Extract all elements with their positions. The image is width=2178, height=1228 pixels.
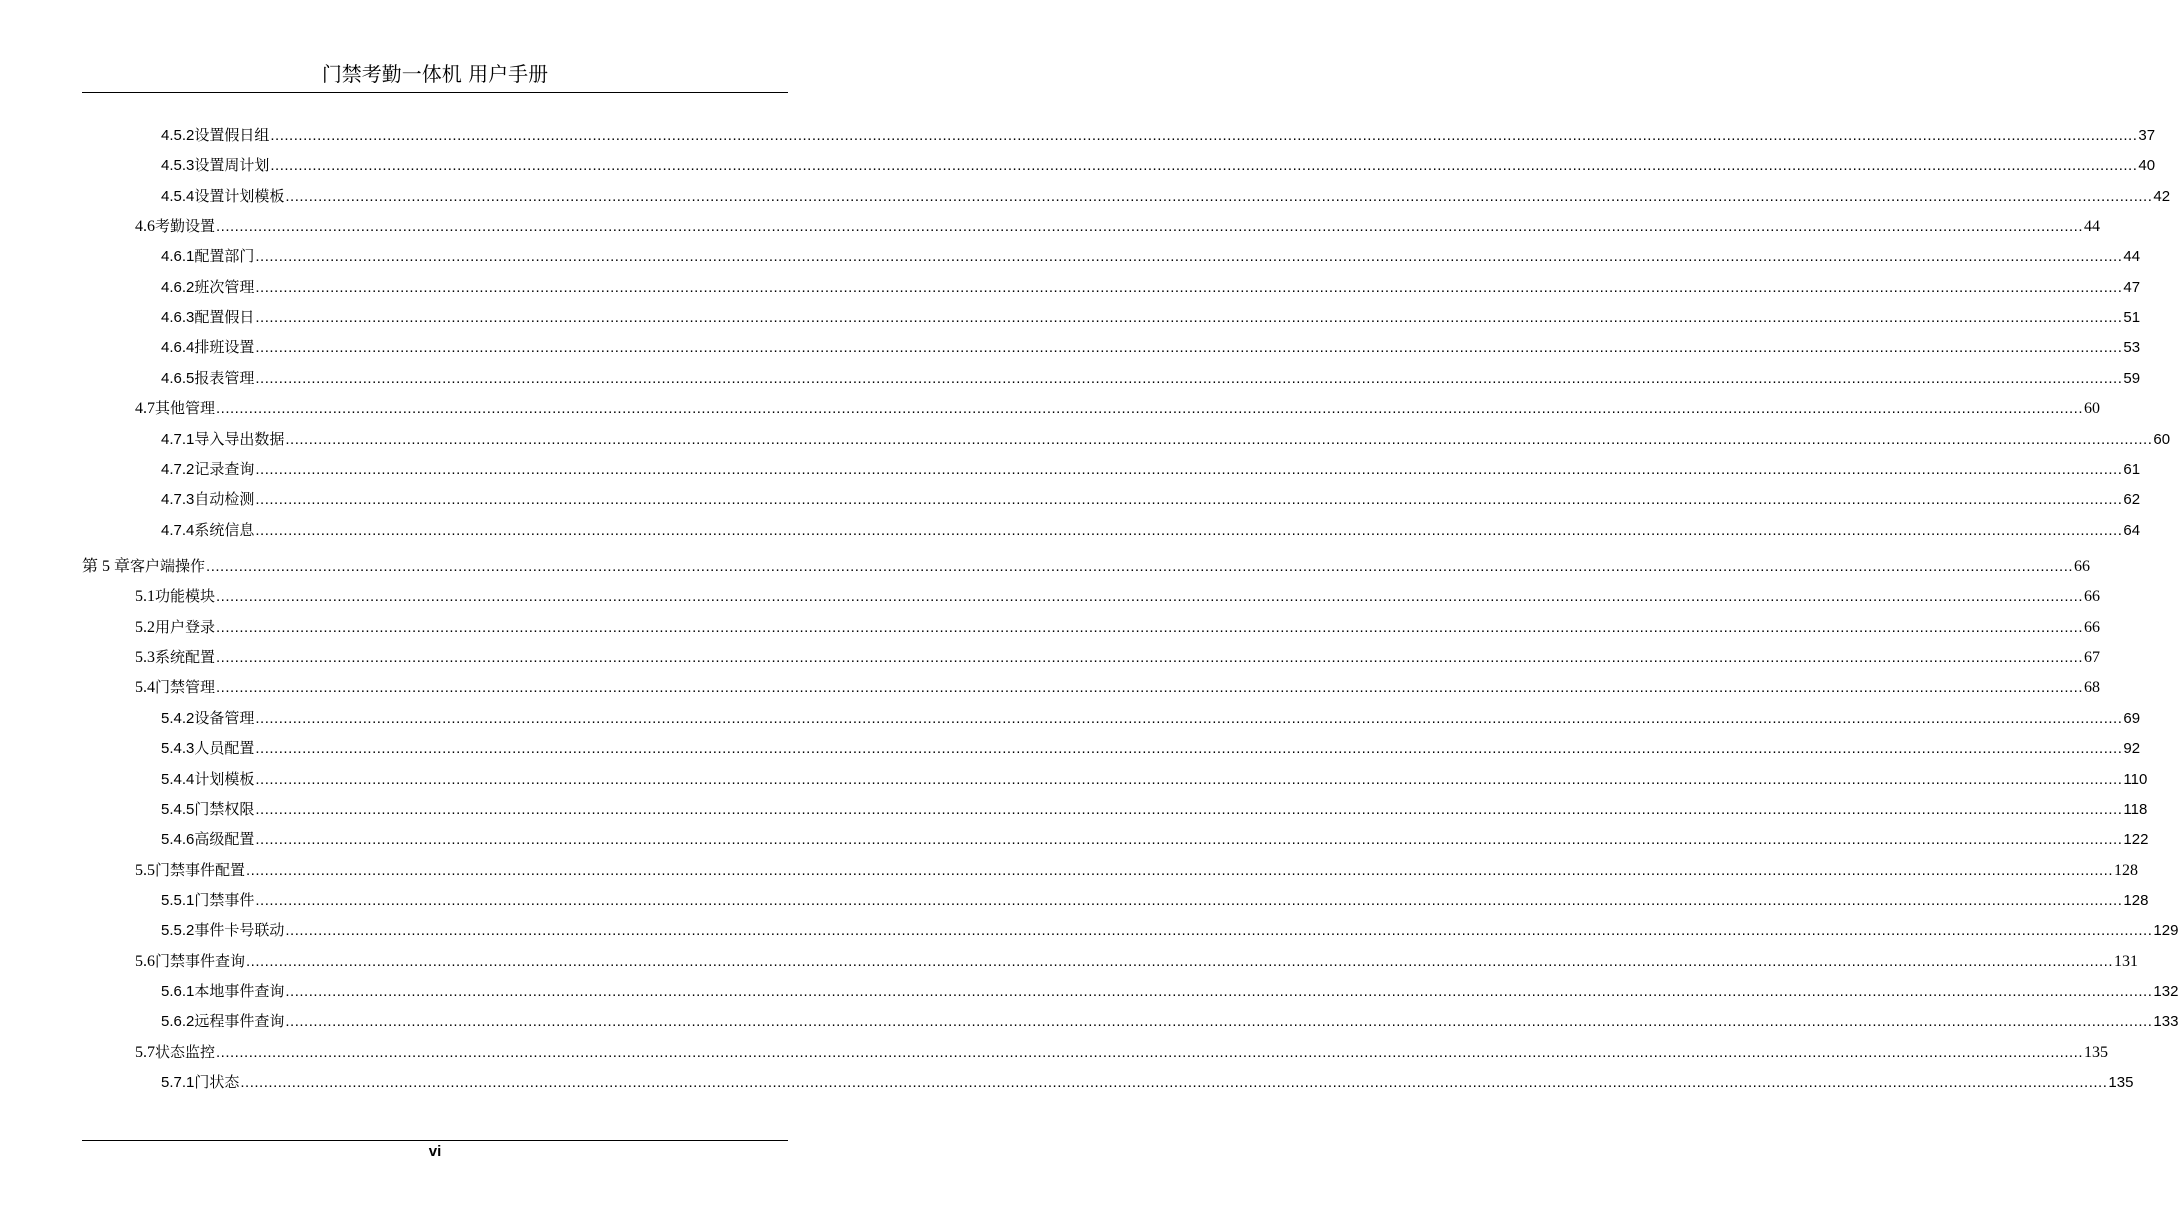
toc-entry-number: 第 5 章	[82, 557, 131, 575]
toc-entry-title: 导入导出数据	[194, 429, 285, 448]
toc-entry-title: 门禁事件配置	[155, 860, 246, 879]
toc-entry[interactable]	[82, 555, 2091, 577]
toc-dot-leader: ................................................................................................................................................................................................................................................................................................................................................................................................................	[246, 952, 2114, 970]
toc-dot-leader: ................................................................................................................................................................................................................................................................................................................................................................................................................	[216, 679, 2084, 697]
toc-dot-leader: ................................................................................................................................................................................................................................................................................................................................................................................................................	[216, 588, 2084, 606]
toc-entry-page: 68	[2084, 679, 2101, 697]
toc-entry-title: 排班设置	[194, 338, 255, 357]
toc-entry-number: 5.3	[135, 649, 155, 667]
toc-entry-page: 37	[2138, 127, 2156, 144]
page-header-title: 门禁考勤一体机 用户手册	[321, 62, 549, 86]
footer-rule	[82, 1140, 788, 1141]
toc-entry-number: 4.7.1	[161, 430, 195, 448]
toc-dot-leader: ................................................................................................................................................................................................................................................................................................................................................................................................................	[216, 1043, 2084, 1061]
toc-entry-number: 4.5.3	[161, 157, 195, 175]
toc-dot-leader: ................................................................................................................................................................................................................................................................................................................................................................................................................	[255, 248, 2123, 266]
toc-entry-number: 5.6.2	[161, 1013, 195, 1031]
toc-dot-leader: ................................................................................................................................................................................................................................................................................................................................................................................................................	[270, 127, 2138, 144]
toc-entry-title: 状态监控	[155, 1042, 216, 1061]
toc-entry-title: 本地事件查询	[194, 981, 285, 1000]
toc-entry-title: 功能模块	[155, 587, 216, 606]
toc-entry-title: 其他管理	[155, 399, 216, 418]
toc-dot-leader: ................................................................................................................................................................................................................................................................................................................................................................................................................	[246, 861, 2114, 879]
toc-entry-number: 4.6	[135, 218, 155, 236]
toc-dot-leader: ................................................................................................................................................................................................................................................................................................................................................................................................................	[255, 309, 2123, 327]
toc-entry-page: 69	[2123, 709, 2141, 727]
toc-entry-number: 5.5.2	[161, 922, 195, 940]
toc-entry-page: 118	[2123, 800, 2148, 818]
toc-dot-leader: ................................................................................................................................................................................................................................................................................................................................................................................................................	[285, 430, 2153, 448]
toc-entry-number: 4.7.2	[161, 460, 195, 478]
toc-entry-page: 133	[2153, 1013, 2178, 1031]
toc-entry-title: 班次管理	[194, 277, 255, 296]
toc-entry-page: 128	[2123, 891, 2149, 909]
toc-dot-leader: ................................................................................................................................................................................................................................................................................................................................................................................................................	[255, 800, 2123, 818]
toc-entry[interactable]	[161, 367, 2141, 389]
toc-entry-title: 客户端操作	[130, 556, 206, 575]
toc-entry[interactable]	[135, 676, 2101, 698]
toc-entry-number: 4.6.3	[161, 309, 195, 327]
toc-entry-title: 系统配置	[155, 648, 216, 667]
toc-dot-leader: ................................................................................................................................................................................................................................................................................................................................................................................................................	[255, 278, 2123, 296]
toc-entry[interactable]	[135, 585, 2101, 607]
toc-entry-number: 4.7	[135, 400, 155, 418]
toc-entry-page: 135	[2108, 1074, 2134, 1091]
toc-entry-number: 4.7.4	[161, 521, 195, 539]
toc-entry[interactable]	[135, 215, 2101, 237]
toc-entry[interactable]	[161, 980, 2178, 1002]
toc-entry[interactable]	[161, 1010, 2178, 1032]
toc-dot-leader: ................................................................................................................................................................................................................................................................................................................................................................................................................	[216, 218, 2084, 236]
toc-dot-leader: ................................................................................................................................................................................................................................................................................................................................................................................................................	[206, 557, 2074, 575]
toc-entry[interactable]	[161, 737, 2141, 759]
toc-entry[interactable]	[135, 616, 2101, 638]
toc-entry-number: 5.4.5	[161, 800, 195, 818]
toc-entry-title: 门禁事件	[194, 890, 255, 909]
toc-entry[interactable]	[161, 428, 2171, 450]
toc-entry-page: 66	[2074, 557, 2091, 575]
toc-entry-number: 4.6.4	[161, 339, 195, 357]
toc-entry[interactable]	[161, 185, 2171, 207]
toc-entry-number: 4.6.5	[161, 369, 195, 387]
toc-entry-number: 5.4	[135, 679, 155, 697]
toc-entry-title: 远程事件查询	[194, 1012, 285, 1031]
toc-entry[interactable]	[161, 919, 2178, 941]
page-number: vi	[428, 1143, 442, 1160]
toc-entry[interactable]	[161, 1071, 2134, 1093]
toc-entry-page: 132	[2153, 982, 2178, 1000]
toc-entry-title: 用户登录	[155, 617, 216, 636]
toc-entry-number: 5.6	[135, 952, 155, 970]
toc-entry-page: 122	[2123, 831, 2149, 849]
toc-entry-number: 4.5.4	[161, 187, 195, 205]
toc-dot-leader: ................................................................................................................................................................................................................................................................................................................................................................................................................	[255, 709, 2123, 727]
toc-entry-page: 129	[2153, 922, 2178, 940]
toc-dot-leader: ................................................................................................................................................................................................................................................................................................................................................................................................................	[216, 649, 2084, 667]
toc-entry-page: 60	[2084, 400, 2101, 418]
toc-entry-title: 计划模板	[194, 769, 255, 788]
toc-entry-number: 4.5.2	[161, 127, 195, 144]
toc-entry[interactable]	[135, 397, 2101, 419]
toc-entry-number: 5.7.1	[161, 1074, 195, 1091]
toc-dot-leader: ................................................................................................................................................................................................................................................................................................................................................................................................................	[255, 369, 2123, 387]
toc-dot-leader: ................................................................................................................................................................................................................................................................................................................................................................................................................	[285, 187, 2153, 205]
toc-entry-number: 5.6.1	[161, 982, 195, 1000]
toc-entry-number: 5.7	[135, 1043, 155, 1061]
toc-dot-leader: ................................................................................................................................................................................................................................................................................................................................................................................................................	[285, 922, 2153, 940]
toc-entry-page: 131	[2114, 952, 2139, 970]
toc-entry-page: 67	[2084, 649, 2101, 667]
toc-entry-page: 42	[2153, 187, 2171, 205]
toc-entry[interactable]	[161, 245, 2141, 267]
toc-entry-title: 配置假日	[194, 308, 255, 327]
toc-dot-leader: ................................................................................................................................................................................................................................................................................................................................................................................................................	[255, 831, 2123, 849]
toc-entry[interactable]	[161, 124, 2156, 146]
toc-entry-page: 47	[2123, 278, 2141, 296]
toc-dot-leader: ................................................................................................................................................................................................................................................................................................................................................................................................................	[255, 891, 2123, 909]
toc-entry-page: 44	[2084, 218, 2101, 236]
toc-entry-title: 设置计划模板	[194, 186, 285, 205]
toc-entry-title: 考勤设置	[155, 217, 216, 236]
toc-dot-leader: ................................................................................................................................................................................................................................................................................................................................................................................................................	[255, 491, 2123, 509]
toc-dot-leader: ................................................................................................................................................................................................................................................................................................................................................................................................................	[216, 400, 2084, 418]
toc-entry[interactable]	[161, 519, 2141, 541]
toc-entry-number: 5.4.4	[161, 770, 195, 788]
toc-entry[interactable]	[161, 488, 2141, 510]
toc-entry-page: 51	[2123, 309, 2141, 327]
toc-entry[interactable]	[161, 889, 2149, 911]
toc-entry-title: 门禁管理	[155, 678, 216, 697]
toc-dot-leader: ................................................................................................................................................................................................................................................................................................................................................................................................................	[285, 982, 2153, 1000]
toc-entry[interactable]	[161, 768, 2148, 790]
toc-entry-title: 事件卡号联动	[194, 921, 285, 940]
toc-entry-page: 59	[2123, 369, 2141, 387]
toc-entry-title: 配置部门	[194, 247, 255, 266]
toc-entry-title: 设备管理	[194, 708, 255, 727]
toc-entry[interactable]	[135, 646, 2101, 668]
toc-entry-page: 110	[2123, 770, 2148, 788]
toc-entry-title: 报表管理	[194, 368, 255, 387]
toc-entry-title: 设置周计划	[194, 156, 270, 175]
toc-entry[interactable]	[161, 336, 2141, 358]
toc-entry-title: 自动检测	[194, 490, 255, 509]
toc-entry-page: 53	[2123, 339, 2141, 357]
toc-entry-page: 66	[2084, 588, 2101, 606]
toc-entry-title: 记录查询	[194, 459, 255, 478]
toc-entry-number: 5.5	[135, 861, 155, 879]
toc-entry-title: 门禁事件查询	[155, 951, 246, 970]
toc-entry-title: 系统信息	[194, 520, 255, 539]
toc-entry-number: 5.4.6	[161, 831, 195, 849]
toc-entry-title: 人员配置	[194, 739, 255, 758]
toc-entry[interactable]	[161, 458, 2141, 480]
toc-entry[interactable]	[161, 707, 2141, 729]
toc-entry-title: 门状态	[194, 1073, 240, 1091]
toc-entry-number: 5.2	[135, 618, 155, 636]
toc-entry[interactable]	[161, 154, 2156, 176]
toc-entry-page: 62	[2123, 491, 2141, 509]
toc-entry-page: 40	[2138, 157, 2156, 175]
toc-entry-title: 设置假日组	[194, 126, 270, 144]
toc-entry-page: 61	[2123, 460, 2141, 478]
toc-entry-number: 5.5.1	[161, 891, 195, 909]
toc-entry-page: 64	[2123, 521, 2141, 539]
toc-entry-title: 门禁权限	[194, 799, 255, 818]
toc-entry-number: 5.4.3	[161, 740, 195, 758]
toc-dot-leader: ................................................................................................................................................................................................................................................................................................................................................................................................................	[240, 1074, 2108, 1091]
toc-entry-page: 60	[2153, 430, 2171, 448]
toc-entry[interactable]	[161, 828, 2149, 850]
toc-entry[interactable]	[135, 950, 2139, 972]
toc-dot-leader: ................................................................................................................................................................................................................................................................................................................................................................................................................	[270, 157, 2138, 175]
toc-dot-leader: ................................................................................................................................................................................................................................................................................................................................................................................................................	[216, 618, 2084, 636]
toc-entry[interactable]	[135, 1041, 2109, 1063]
toc-entry-page: 135	[2084, 1043, 2109, 1061]
toc-entry-page: 128	[2114, 861, 2139, 879]
toc-entry-page: 44	[2123, 248, 2141, 266]
toc-entry-number: 5.4.2	[161, 709, 195, 727]
toc-dot-leader: ................................................................................................................................................................................................................................................................................................................................................................................................................	[255, 740, 2123, 758]
toc-dot-leader: ................................................................................................................................................................................................................................................................................................................................................................................................................	[255, 460, 2123, 478]
toc-entry-number: 4.7.3	[161, 491, 195, 509]
toc-entry-number: 5.1	[135, 588, 155, 606]
toc-dot-leader: ................................................................................................................................................................................................................................................................................................................................................................................................................	[255, 339, 2123, 357]
toc-entry[interactable]	[161, 306, 2141, 328]
toc-entry-number: 4.6.1	[161, 248, 195, 266]
toc-dot-leader: ................................................................................................................................................................................................................................................................................................................................................................................................................	[255, 770, 2123, 788]
toc-entry[interactable]	[161, 276, 2141, 298]
toc-entry-number: 4.6.2	[161, 278, 195, 296]
toc-entry-page: 92	[2123, 740, 2141, 758]
toc-entry[interactable]	[135, 859, 2139, 881]
toc-dot-leader: ................................................................................................................................................................................................................................................................................................................................................................................................................	[255, 521, 2123, 539]
toc-entry-title: 高级配置	[194, 830, 255, 849]
toc-entry-page: 66	[2084, 618, 2101, 636]
toc-dot-leader: ................................................................................................................................................................................................................................................................................................................................................................................................................	[285, 1013, 2153, 1031]
toc-entry[interactable]	[161, 798, 2148, 820]
